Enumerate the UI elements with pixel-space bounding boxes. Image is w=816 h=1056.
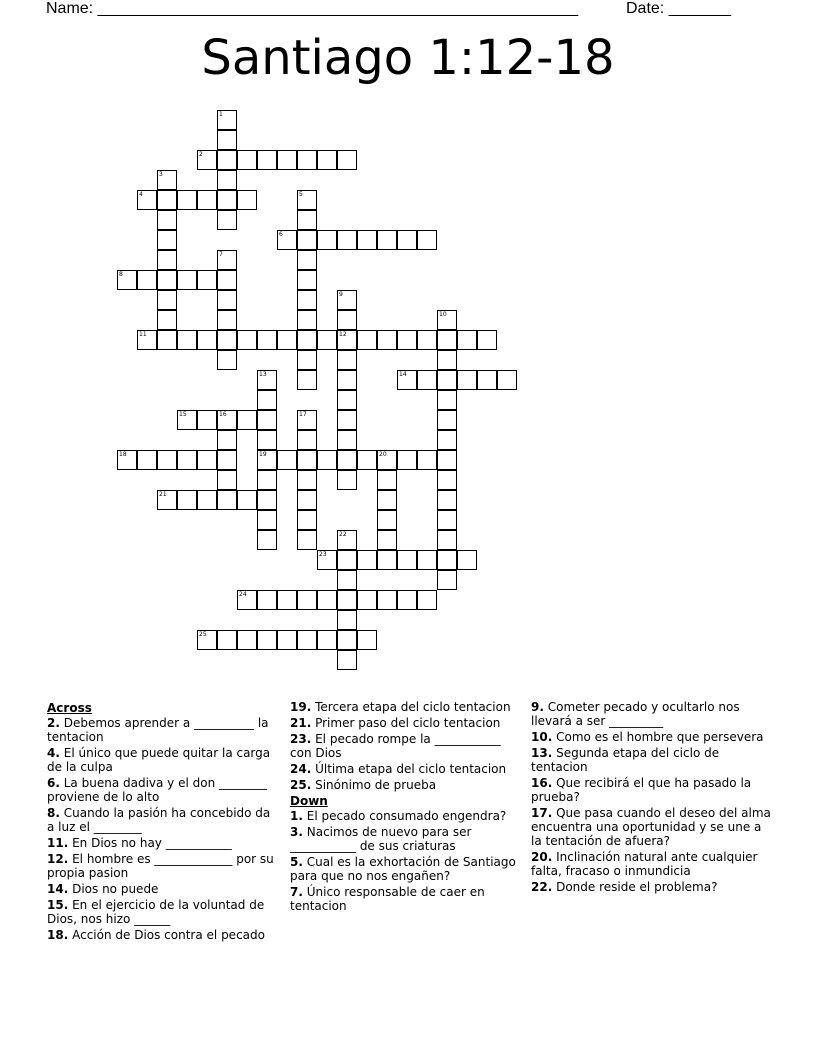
clue-number: 12	[339, 331, 347, 338]
grid-cell[interactable]	[457, 330, 477, 350]
grid-cell[interactable]	[337, 430, 357, 450]
grid-cell[interactable]	[237, 410, 257, 430]
grid-cell[interactable]	[237, 490, 257, 510]
clue-number: 1	[219, 111, 223, 118]
clue-item	[47, 746, 279, 774]
grid-cell[interactable]	[177, 330, 197, 350]
grid-cell[interactable]	[497, 370, 517, 390]
grid-cell[interactable]	[377, 230, 397, 250]
grid-cell[interactable]	[297, 450, 317, 470]
clue-item	[290, 762, 522, 776]
grid-cell[interactable]	[477, 330, 497, 350]
clue-item-number: 14.	[47, 882, 69, 896]
grid-cell[interactable]	[357, 590, 377, 610]
grid-cell[interactable]	[257, 410, 277, 430]
clue-item-number: 1.	[290, 809, 303, 823]
grid-cell[interactable]	[417, 330, 437, 350]
clue-item-number: 5.	[290, 855, 303, 869]
clue-number: 24	[239, 591, 247, 598]
grid-cell[interactable]	[337, 370, 357, 390]
clue-number: 6	[279, 231, 283, 238]
clue-item	[47, 806, 279, 834]
clue-item	[290, 825, 522, 853]
grid-cell[interactable]	[217, 330, 237, 350]
clue-number: 18	[119, 451, 127, 458]
grid-cell[interactable]	[297, 430, 317, 450]
clue-item-text: Tercera etapa del ciclo tentacion	[315, 700, 511, 714]
clue-item	[531, 850, 771, 878]
grid-cell[interactable]	[317, 150, 337, 170]
grid-cell[interactable]	[257, 510, 277, 530]
clue-number: 8	[119, 271, 123, 278]
grid-cell[interactable]	[217, 150, 237, 170]
clue-item-number: 6.	[47, 776, 60, 790]
clue-item-text: El hombre es _____________ por su propia pasion	[47, 852, 274, 880]
clue-item-number: 10.	[531, 730, 553, 744]
grid-cell[interactable]	[217, 310, 237, 330]
grid-cell[interactable]	[437, 490, 457, 510]
grid-cell[interactable]	[217, 170, 237, 190]
grid-cell[interactable]	[297, 250, 317, 270]
clue-number: 25	[199, 631, 207, 638]
grid-cell[interactable]	[437, 370, 457, 390]
clue-item	[290, 716, 522, 730]
grid-cell[interactable]	[237, 330, 257, 350]
grid-cell[interactable]	[277, 450, 297, 470]
grid-cell[interactable]	[257, 470, 277, 490]
clue-item-text: Cuando la pasión ha concebido da a luz el ________	[47, 806, 271, 834]
clue-number: 7	[219, 251, 223, 258]
grid-cell[interactable]	[437, 410, 457, 430]
clue-item-number: 4.	[47, 746, 60, 760]
grid-cell[interactable]	[377, 590, 397, 610]
clue-item-text: Sinónimo de prueba	[315, 778, 437, 792]
grid-cell[interactable]	[337, 410, 357, 430]
grid-cell[interactable]	[317, 630, 337, 650]
grid-cell[interactable]	[197, 490, 217, 510]
grid-cell[interactable]	[257, 430, 277, 450]
clue-item-number: 17.	[531, 806, 553, 820]
grid-cell[interactable]	[157, 170, 177, 190]
grid-cell[interactable]	[217, 450, 237, 470]
grid-cell[interactable]	[297, 510, 317, 530]
grid-cell[interactable]	[297, 370, 317, 390]
clue-item-number: 22.	[531, 880, 553, 894]
grid-cell[interactable]	[337, 570, 357, 590]
grid-cell[interactable]	[117, 270, 137, 290]
clue-item	[531, 700, 771, 728]
clue-item-number: 23.	[290, 732, 312, 746]
grid-cell[interactable]	[477, 370, 497, 390]
grid-cell[interactable]	[357, 330, 377, 350]
clue-item-text: Único responsable de caer en tentacion	[290, 885, 485, 913]
grid-cell[interactable]	[217, 630, 237, 650]
grid-cell[interactable]	[177, 490, 197, 510]
clue-item-number: 11.	[47, 836, 69, 850]
grid-cell[interactable]	[397, 590, 417, 610]
clue-item	[531, 730, 771, 744]
clue-item-number: 24.	[290, 762, 312, 776]
grid-cell[interactable]	[137, 450, 157, 470]
clue-item-text: El pecado consumado engendra?	[306, 809, 507, 823]
grid-cell[interactable]	[337, 550, 357, 570]
grid-cell[interactable]	[177, 190, 197, 210]
clue-item	[290, 885, 522, 913]
grid-cell[interactable]	[257, 590, 277, 610]
grid-cell[interactable]	[437, 570, 457, 590]
grid-cell[interactable]	[157, 190, 177, 210]
grid-cell[interactable]	[437, 550, 457, 570]
clue-item-text: La buena dadiva y el don ________ proviene de lo alto	[47, 776, 267, 804]
grid-cell[interactable]	[337, 310, 357, 330]
grid-cell[interactable]	[217, 250, 237, 270]
grid-cell[interactable]	[377, 450, 397, 470]
grid-cell[interactable]	[357, 630, 377, 650]
clue-item	[290, 700, 522, 714]
clue-item	[290, 732, 522, 760]
grid-cell[interactable]	[217, 410, 237, 430]
grid-cell[interactable]	[177, 410, 197, 430]
grid-cell[interactable]	[417, 590, 437, 610]
clue-item	[47, 852, 279, 880]
clue-item	[290, 855, 522, 883]
clue-item-number: 2.	[47, 716, 60, 730]
grid-cell[interactable]	[137, 190, 157, 210]
grid-cell[interactable]	[157, 490, 177, 510]
grid-cell[interactable]	[337, 590, 357, 610]
name-field-label[interactable]: Name: ______________________________________________________	[46, 0, 579, 17]
grid-cell[interactable]	[157, 250, 177, 270]
grid-cell[interactable]	[317, 590, 337, 610]
grid-cell[interactable]	[217, 430, 237, 450]
grid-cell[interactable]	[297, 210, 317, 230]
grid-cell[interactable]	[337, 330, 357, 350]
clue-number: 17	[299, 411, 307, 418]
grid-cell[interactable]	[417, 230, 437, 250]
clue-number: 3	[159, 171, 163, 178]
grid-cell[interactable]	[357, 550, 377, 570]
clue-number: 13	[259, 371, 267, 378]
grid-cell[interactable]	[437, 310, 457, 330]
clue-column-3	[531, 700, 771, 896]
down-heading: Down	[290, 794, 328, 808]
grid-cell[interactable]	[337, 630, 357, 650]
grid-cell[interactable]	[197, 190, 217, 210]
clue-item-text: Cual es la exhortación de Santiago para que no nos engañen?	[290, 855, 516, 883]
grid-cell[interactable]	[217, 290, 237, 310]
clue-number: 21	[159, 491, 167, 498]
grid-cell[interactable]	[237, 190, 257, 210]
grid-cell[interactable]	[237, 630, 257, 650]
grid-cell[interactable]	[257, 150, 277, 170]
clue-item-number: 13.	[531, 746, 553, 760]
grid-cell[interactable]	[397, 450, 417, 470]
across-heading: Across	[47, 701, 92, 715]
grid-cell[interactable]	[117, 450, 137, 470]
grid-cell[interactable]	[257, 490, 277, 510]
grid-cell[interactable]	[437, 350, 457, 370]
grid-cell[interactable]	[357, 450, 377, 470]
grid-cell[interactable]	[377, 330, 397, 350]
grid-cell[interactable]	[157, 450, 177, 470]
clue-item-text: Dios no puede	[72, 882, 159, 896]
grid-cell[interactable]	[197, 270, 217, 290]
clue-number: 5	[299, 191, 303, 198]
grid-cell[interactable]	[217, 270, 237, 290]
clue-number: 4	[139, 191, 143, 198]
grid-cell[interactable]	[157, 330, 177, 350]
clue-number: 20	[379, 451, 387, 458]
grid-cell[interactable]	[137, 270, 157, 290]
clue-item	[47, 928, 279, 942]
grid-cell[interactable]	[337, 450, 357, 470]
clue-item-text: Segunda etapa del ciclo de tentacion	[531, 746, 720, 774]
clue-item-number: 18.	[47, 928, 69, 942]
grid-cell[interactable]	[337, 290, 357, 310]
grid-cell[interactable]	[297, 490, 317, 510]
grid-cell[interactable]	[397, 370, 417, 390]
grid-cell[interactable]	[457, 370, 477, 390]
clue-item-number: 9.	[531, 700, 544, 714]
grid-cell[interactable]	[257, 630, 277, 650]
grid-cell[interactable]	[437, 330, 457, 350]
clue-item-text: Donde reside el problema?	[556, 880, 718, 894]
clue-number: 11	[139, 331, 147, 338]
grid-cell[interactable]	[437, 430, 457, 450]
grid-cell[interactable]	[397, 550, 417, 570]
grid-cell[interactable]	[317, 330, 337, 350]
grid-cell[interactable]	[277, 150, 297, 170]
grid-cell[interactable]	[197, 150, 217, 170]
grid-cell[interactable]	[337, 390, 357, 410]
grid-cell[interactable]	[337, 610, 357, 630]
clue-number: 9	[339, 291, 343, 298]
clue-item	[47, 776, 279, 804]
clue-item-text: Primer paso del ciclo tentacion	[315, 716, 501, 730]
clue-number: 16	[219, 411, 227, 418]
grid-cell[interactable]	[297, 350, 317, 370]
grid-cell[interactable]	[217, 110, 237, 130]
grid-cell[interactable]	[277, 630, 297, 650]
grid-cell[interactable]	[257, 370, 277, 390]
grid-cell[interactable]	[437, 510, 457, 530]
grid-cell[interactable]	[137, 330, 157, 350]
grid-cell[interactable]	[297, 410, 317, 430]
grid-cell[interactable]	[317, 550, 337, 570]
clue-item-number: 21.	[290, 716, 312, 730]
grid-cell[interactable]	[197, 330, 217, 350]
clue-item-number: 20.	[531, 850, 553, 864]
clue-column-1	[47, 700, 279, 944]
grid-cell[interactable]	[277, 230, 297, 250]
grid-cell[interactable]	[297, 270, 317, 290]
clue-item-number: 25.	[290, 778, 312, 792]
clue-item-text: El único que puede quitar la carga de la culpa	[47, 746, 271, 774]
clue-number: 15	[179, 411, 187, 418]
clue-item-number: 7.	[290, 885, 303, 899]
grid-cell[interactable]	[297, 290, 317, 310]
grid-cell[interactable]	[237, 150, 257, 170]
grid-cell[interactable]	[197, 410, 217, 430]
clue-item-text: Que pasa cuando el deseo del alma encuentra una oportunidad y se une a la tentación de afuera?	[531, 806, 771, 848]
clue-item-number: 8.	[47, 806, 60, 820]
clue-item	[47, 716, 279, 744]
grid-cell[interactable]	[297, 590, 317, 610]
clue-item	[47, 836, 279, 850]
clue-item-text: En el ejercicio de la voluntad de Dios, nos hizo ______	[47, 898, 265, 926]
grid-cell[interactable]	[417, 550, 437, 570]
clue-item	[531, 880, 771, 894]
clue-item-text: Acción de Dios contra el pecado	[72, 928, 265, 942]
clue-item	[531, 806, 771, 848]
clue-item-number: 3.	[290, 825, 303, 839]
page-title: Santiago 1:12-18	[201, 30, 615, 86]
clue-item-number: 12.	[47, 852, 69, 866]
clue-number: 19	[259, 451, 267, 458]
clue-item	[531, 746, 771, 774]
grid-cell[interactable]	[217, 210, 237, 230]
grid-cell[interactable]	[377, 550, 397, 570]
clue-item	[47, 882, 279, 896]
grid-cell[interactable]	[317, 450, 337, 470]
grid-cell[interactable]	[297, 230, 317, 250]
grid-cell[interactable]	[157, 310, 177, 330]
grid-cell[interactable]	[277, 590, 297, 610]
grid-cell[interactable]	[337, 150, 357, 170]
grid-cell[interactable]	[277, 330, 297, 350]
grid-cell[interactable]	[397, 330, 417, 350]
clue-item-text: Que recibirá el que ha pasado la prueba?	[531, 776, 752, 804]
grid-cell[interactable]	[217, 350, 237, 370]
clue-item	[531, 776, 771, 804]
grid-cell[interactable]	[297, 530, 317, 550]
clue-column-2	[290, 700, 522, 915]
grid-cell[interactable]	[397, 230, 417, 250]
grid-cell[interactable]	[437, 470, 457, 490]
grid-cell[interactable]	[177, 270, 197, 290]
clue-item-text: Cometer pecado y ocultarlo nos llevará a ser _________	[531, 700, 740, 728]
grid-cell[interactable]	[257, 530, 277, 550]
clue-item	[290, 778, 522, 792]
grid-cell[interactable]	[177, 450, 197, 470]
clue-item	[47, 898, 279, 926]
clue-item-text: Nacimos de nuevo para ser ___________ de sus criaturas	[290, 825, 472, 853]
grid-cell[interactable]	[437, 530, 457, 550]
grid-cell[interactable]	[297, 630, 317, 650]
grid-cell[interactable]	[217, 130, 237, 150]
grid-cell[interactable]	[357, 230, 377, 250]
grid-cell[interactable]	[217, 190, 237, 210]
grid-cell[interactable]	[217, 490, 237, 510]
grid-cell[interactable]	[197, 450, 217, 470]
grid-cell[interactable]	[337, 530, 357, 550]
grid-cell[interactable]	[297, 470, 317, 490]
clue-number: 23	[319, 551, 327, 558]
grid-cell[interactable]	[337, 230, 357, 250]
clue-number: 2	[199, 151, 203, 158]
grid-cell[interactable]	[337, 470, 357, 490]
grid-cell[interactable]	[297, 190, 317, 210]
clue-number: 10	[439, 311, 447, 318]
grid-cell[interactable]	[317, 230, 337, 250]
grid-cell[interactable]	[377, 530, 397, 550]
grid-cell[interactable]	[337, 650, 357, 670]
clue-item-text: Como es el hombre que persevera	[556, 730, 764, 744]
clue-item	[290, 809, 522, 823]
grid-cell[interactable]	[257, 450, 277, 470]
grid-cell[interactable]	[417, 370, 437, 390]
clue-item-text: Última etapa del ciclo tentacion	[315, 762, 507, 776]
grid-cell[interactable]	[257, 330, 277, 350]
grid-cell[interactable]	[237, 590, 257, 610]
grid-cell[interactable]	[437, 450, 457, 470]
clue-item-text: El pecado rompe la ___________ con Dios	[290, 732, 501, 760]
clue-number: 14	[399, 371, 407, 378]
clue-number: 22	[339, 531, 347, 538]
clue-item-number: 15.	[47, 898, 69, 912]
grid-cell[interactable]	[257, 390, 277, 410]
grid-cell[interactable]	[217, 470, 237, 490]
grid-cell[interactable]	[297, 150, 317, 170]
grid-cell[interactable]	[377, 470, 397, 490]
grid-cell[interactable]	[297, 310, 317, 330]
clue-item-text: En Dios no hay ___________	[72, 836, 232, 850]
grid-cell[interactable]	[437, 390, 457, 410]
grid-cell[interactable]	[157, 230, 177, 250]
grid-cell[interactable]	[377, 510, 397, 530]
grid-cell[interactable]	[417, 450, 437, 470]
clue-item-text: Debemos aprender a __________ la tentacion	[47, 716, 269, 744]
clue-item-number: 19.	[290, 700, 312, 714]
grid-cell[interactable]	[157, 210, 177, 230]
clue-item-text: Inclinación natural ante cualquier falta, fracaso o inmundicia	[531, 850, 758, 878]
grid-cell[interactable]	[197, 630, 217, 650]
clue-item-number: 16.	[531, 776, 553, 790]
date-field-label[interactable]: Date: _______	[626, 0, 731, 17]
grid-cell[interactable]	[457, 550, 477, 570]
grid-cell[interactable]	[157, 290, 177, 310]
grid-cell[interactable]	[157, 270, 177, 290]
grid-cell[interactable]	[297, 330, 317, 350]
grid-cell[interactable]	[337, 350, 357, 370]
grid-cell[interactable]	[377, 490, 397, 510]
